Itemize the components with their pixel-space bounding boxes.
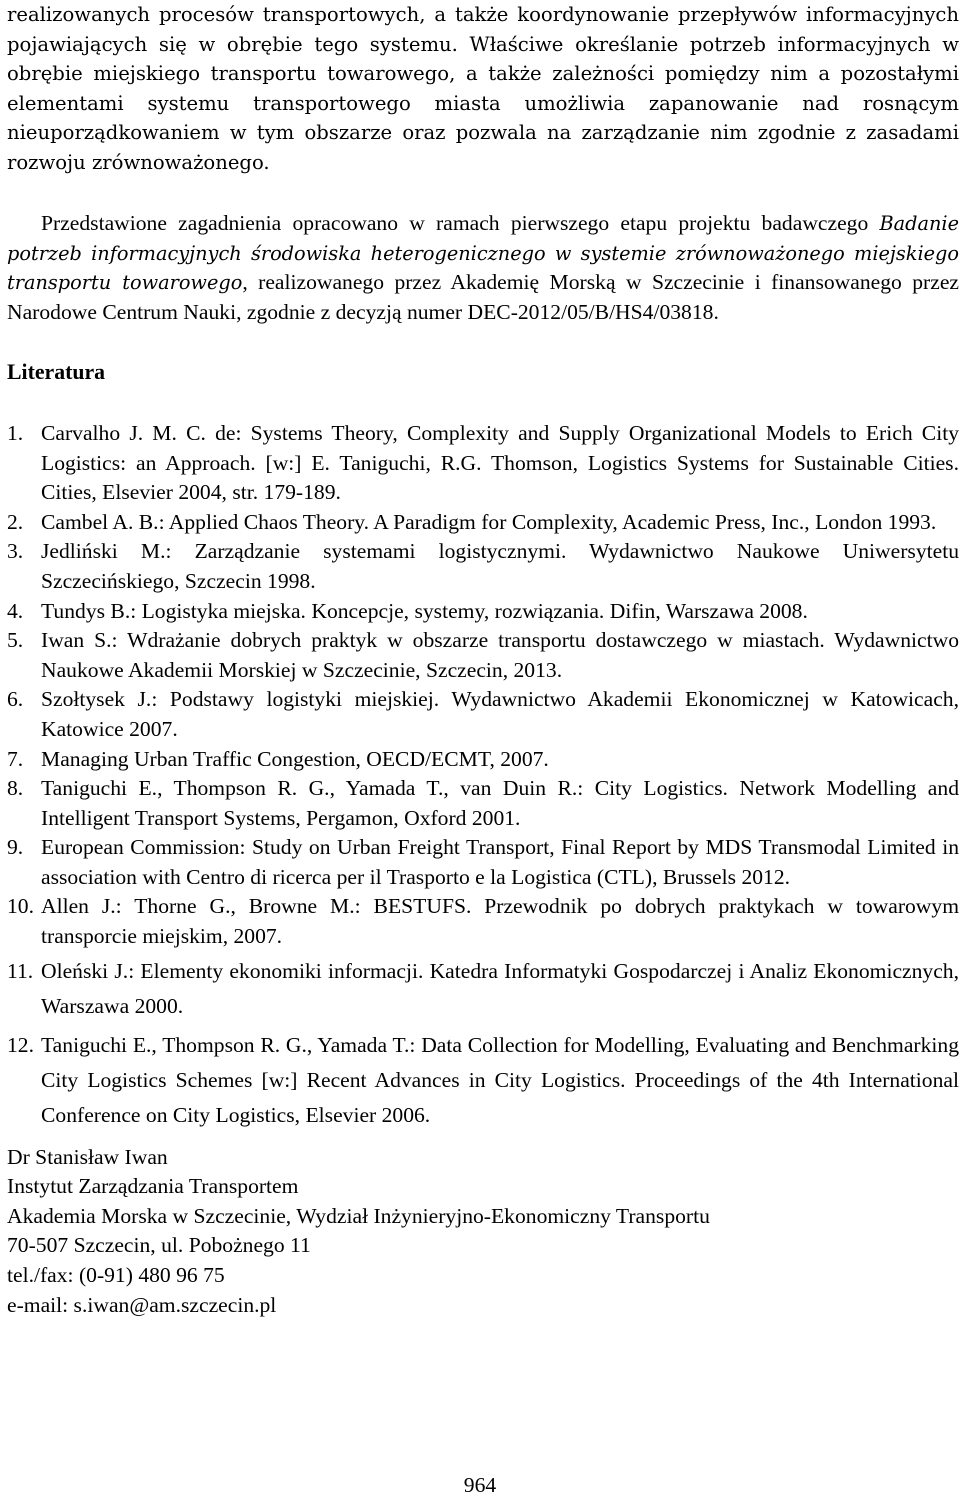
reference-number: 4. bbox=[7, 598, 24, 623]
reference-number: 3. bbox=[7, 539, 24, 564]
reference-text: Szołtysek J.: Podstawy logistyki miejskiej. Wydawnictwo Akademii Ekonomicznej w Katowicach, Katowice 2007. bbox=[41, 687, 959, 741]
reference-item bbox=[7, 892, 959, 951]
paragraph-2-text-start: Przedstawione zagadnienia opracowano w ramach pierwszego etapu projektu badawczego bbox=[41, 211, 880, 235]
author-address: 70-507 Szczecin, ul. Pobożnego 11 bbox=[7, 1233, 311, 1258]
reference-item bbox=[7, 626, 959, 685]
reference-number: 8. bbox=[7, 776, 24, 801]
reference-text: Managing Urban Traffic Congestion, OECD/ECMT, 2007. bbox=[41, 746, 549, 771]
author-email: e-mail: s.iwan@am.szczecin.pl bbox=[7, 1292, 277, 1317]
reference-number: 10. bbox=[7, 894, 34, 919]
reference-text: Allen J.: Thorne G., Browne M.: BESTUFS. Przewodnik po dobrych praktykach w towarowym transporcie miejskim, 2007. bbox=[41, 894, 959, 949]
author-info bbox=[7, 1143, 959, 1321]
reference-number: 11. bbox=[7, 958, 34, 983]
reference-item bbox=[7, 597, 959, 627]
reference-text: European Commission: Study on Urban Freight Transport, Final Report by MDS Transmodal Limited in association with Centro di ricerca per il Trasporto e la Logistica (CTL), Brussels 2012. bbox=[41, 835, 959, 889]
reference-text: Taniguchi E., Thompson R. G., Yamada T.: Data Collection for Modelling, Evaluating and Benchmarking City Logistics Schemes [w:] Recent Advances in City Logistics. Proceedings of the 4th International Conference on City Logistics, Elsevier 2006. bbox=[41, 1032, 959, 1127]
reference-number: 9. bbox=[7, 835, 24, 860]
reference-text: Jedliński M.: Zarządzanie systemami logistycznymi. Wydawnictwo Naukowe Uniwersytetu Szczecińskiego, Szczecin 1998. bbox=[41, 539, 959, 593]
reference-number: 6. bbox=[7, 687, 24, 712]
reference-item bbox=[7, 833, 959, 892]
reference-number: 5. bbox=[7, 628, 24, 653]
body-paragraph-1: realizowanych procesów transportowych, a także koordynowanie przepływów informacyjnych pojawiających się w obrębie tego systemu. Właściwe określanie potrzeb informacyjnych w obrębie miejskiego transportu towarowego, a także zależności pomiędzy nim a pozostałymi elementami systemu transportowego miasta umożliwia zapanowanie nad rosnącym nieuporządkowaniem w tym obszarze oraz pozwala na zarządzanie nim zgodnie z zasadami rozwoju zrównoważonego. bbox=[7, 3, 959, 174]
reference-text: Cambel A. B.: Applied Chaos Theory. A Paradigm for Complexity, Academic Press, Inc., London 1993. bbox=[41, 509, 937, 534]
author-institute: Instytut Zarządzania Transportem bbox=[7, 1174, 299, 1199]
reference-item bbox=[7, 954, 959, 1024]
project-title-italic: Badanie potrzeb informacyjnych środowiska heterogenicznego w systemie zrównoważonego miejskiego transportu towarowego bbox=[7, 212, 959, 295]
reference-number: 7. bbox=[7, 746, 24, 771]
body-paragraph-2 bbox=[7, 209, 959, 327]
references-heading: Literatura bbox=[7, 360, 106, 385]
reference-item bbox=[7, 1028, 959, 1133]
paragraph-2-text-end: , realizowanego przez Akademię Morską w Szczecinie i finansowanego przez Narodowe Centrum Nauki, zgodnie z decyzją numer DEC-2012/05/B/HS4/03818. bbox=[7, 270, 959, 324]
author-phone: tel./fax: (0-91) 480 96 75 bbox=[7, 1263, 225, 1288]
reference-number: 2. bbox=[7, 509, 24, 534]
reference-number: 1. bbox=[7, 420, 24, 445]
reference-item bbox=[7, 745, 959, 775]
reference-text: Iwan S.: Wdrażanie dobrych praktyk w obszarze transportu dostawczego w miastach. Wydawnictwo Naukowe Akademii Morskiej w Szczecinie, Szczecin, 2013. bbox=[41, 628, 959, 682]
reference-text: Tundys B.: Logistyka miejska. Koncepcje, systemy, rozwiązania. Difin, Warszawa 2008. bbox=[41, 598, 808, 623]
author-name: Dr Stanisław Iwan bbox=[7, 1144, 168, 1169]
reference-item bbox=[7, 537, 959, 596]
page-body bbox=[7, 0, 959, 1320]
reference-item bbox=[7, 774, 959, 833]
reference-text: Taniguchi E., Thompson R. G., Yamada T., van Duin R.: City Logistics. Network Modelling and Intelligent Transport Systems, Pergamon, Oxford 2001. bbox=[41, 776, 959, 830]
author-affiliation: Akademia Morska w Szczecinie, Wydział Inżynieryjno-Ekonomiczny Transportu bbox=[7, 1203, 710, 1228]
reference-text: Carvalho J. M. C. de: Systems Theory, Complexity and Supply Organizational Models to Erich City Logistics: an Approach. [w:] E. Taniguchi, R.G. Thomson, Logistics Systems for Sustainable Cities. Cities, Elsevier 2004, str. 179-189. bbox=[41, 420, 959, 505]
reference-item bbox=[7, 685, 959, 744]
references-list bbox=[7, 419, 959, 1133]
reference-number: 12. bbox=[7, 1032, 34, 1057]
reference-text: Oleński J.: Elementy ekonomiki informacji. Katedra Informatyki Gospodarczej i Analiz Ekonomicznych, Warszawa 2000. bbox=[41, 958, 959, 1018]
reference-item bbox=[7, 419, 959, 508]
page-number: 964 bbox=[463, 1473, 497, 1497]
reference-item bbox=[7, 508, 959, 538]
